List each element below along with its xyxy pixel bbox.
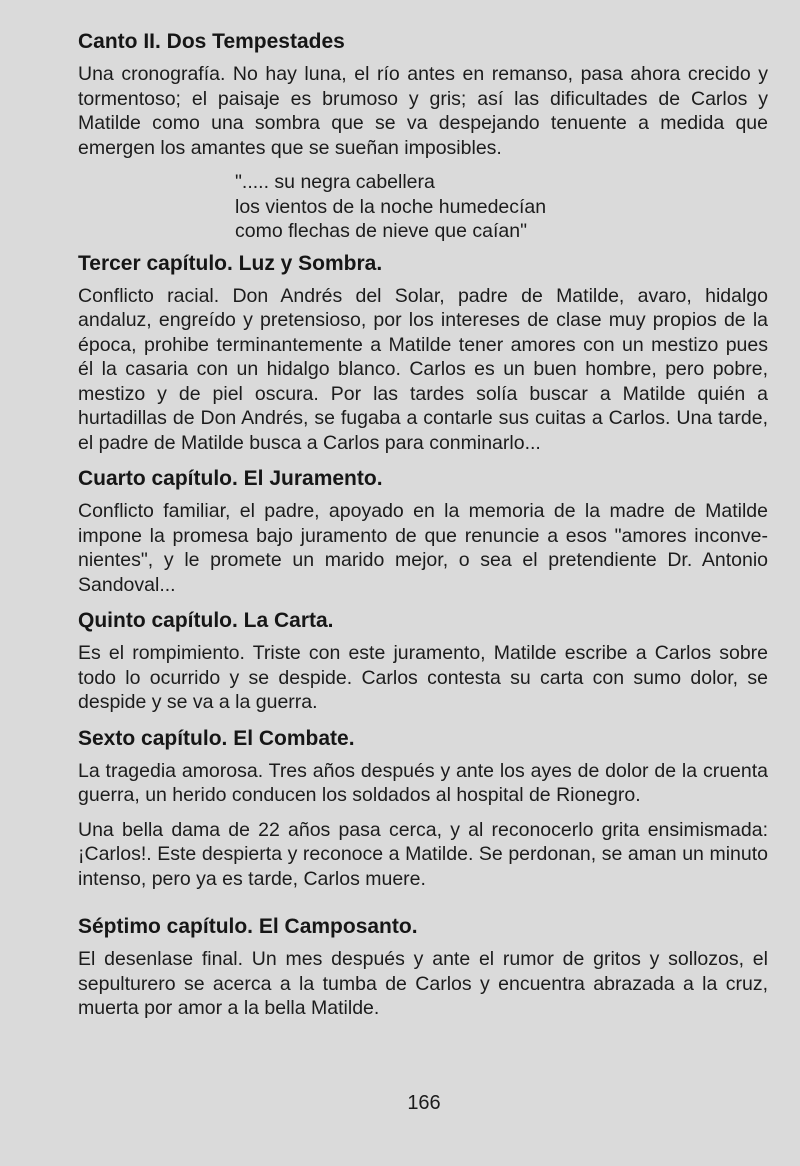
paragraph: Es el rompimiento. Triste con este juramento, Matilde escribe a Carlos sobre todo lo ocurrido y se despide. Carlos contesta su carta con sumo dolor, se despide y se va a la guerra. xyxy=(78,642,768,713)
page-content xyxy=(78,28,768,1031)
paragraph: Conflicto racial. Don Andrés del Solar, padre de Matilde, avaro, hidalgo andaluz, engreído y pretensioso, por los intereses de clase muy propios de la época, prohibe terminantemente a Matilde tener amores con un mestizo pues él la casaria con un hidalgo blanco. Carlos es un buen hombre, pero pobre, mestizo y de piel oscura. Por las tardes solía buscar a Matilde quién a hurtadillas de Don Andrés, se fugaba a contarle sus cuitas a Carlos. Una tarde, el padre de Matilde busca a Carlos para conminarlo... xyxy=(78,284,768,454)
paragraph: Conflicto familiar, el padre, apoyado en la memoria de la madre de Matilde impone la promesa bajo juramento de que renuncie a esos "amores inconvenientes", y le promete un marido mejor, o sea el pretendiente Dr. Antonio Sandoval... xyxy=(78,500,768,596)
verse-quote xyxy=(235,170,768,244)
paragraph: Una bella dama de 22 años pasa cerca, y al reconocerlo grita ensimismada: ¡Carlos!. Este despierta y reconoce a Matilde. Se perdonan, se aman un minuto intenso, pero ya es tarde, Carlos muere. xyxy=(78,818,768,890)
section-heading-cuarto-capitulo: Cuarto capítulo. El Juramento. xyxy=(78,467,383,490)
page-number: 166 xyxy=(407,1092,441,1114)
paragraph: Una cronografía. No hay luna, el río antes en remanso, pasa ahora crecido y tormentoso; el paisaje es brumoso y gris; así las dificultades de Carlos y Matilde como una sombra que se va despejando tenuente a medida que emergen los amantes que se sueñan imposibles. xyxy=(78,63,768,159)
section-heading-sexto-capitulo: Sexto capítulo. El Combate. xyxy=(78,726,355,750)
spacer xyxy=(78,901,768,913)
verse-line: "..... su negra cabellera xyxy=(235,171,435,193)
section-heading-canto-ii: Canto II. Dos Tempestades xyxy=(78,30,345,53)
paragraph: El desenlase final. Un mes después y ante el rumor de gritos y sollozos, el sepulturero se acerca a la tumba de Carlos y encuentra abrazada a la cruz, muerta por amor a la bella Matilde. xyxy=(78,948,768,1019)
section-heading-quinto-capitulo: Quinto capítulo. La Carta. xyxy=(78,609,334,632)
verse-line: como flechas de nieve que caían" xyxy=(235,220,528,242)
section-heading-septimo-capitulo: Séptimo capítulo. El Camposanto. xyxy=(78,915,418,938)
verse-line: los vientos de la noche humedecían xyxy=(235,195,547,218)
paragraph: La tragedia amorosa. Tres años después y ante los ayes de dolor de la cruenta guerra, un herido conducen los soldados al hospital de Rionegro. xyxy=(78,759,768,806)
section-heading-tercer-capitulo: Tercer capítulo. Luz y Sombra. xyxy=(78,251,383,275)
